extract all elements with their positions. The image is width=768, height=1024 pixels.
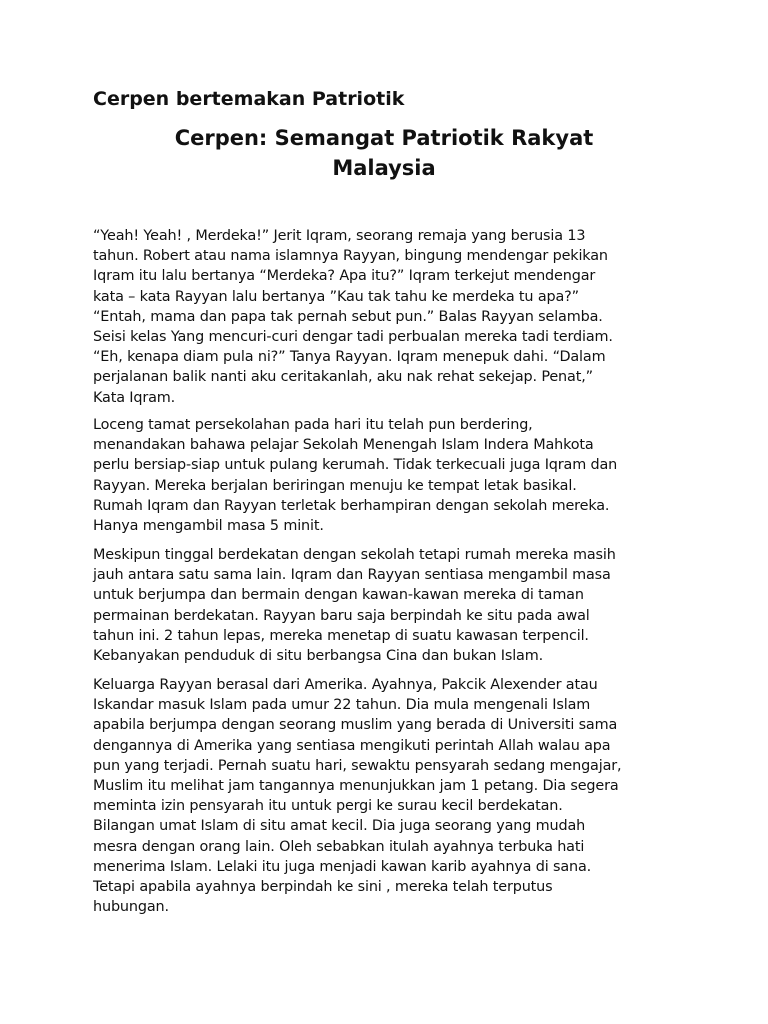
story-title-line: Cerpen: Semangat Patriotik Rakyat: [174, 126, 594, 150]
text-line: Muslim itu melihat jam tangannya menunjukkan jam 1 petang. Dia segera: [93, 778, 619, 795]
document-heading: Cerpen bertemakan Patriotik: [93, 88, 405, 110]
text-line: meminta izin pensyarah itu untuk pergi ke surau kecil berdekatan.: [93, 798, 563, 815]
text-line: Tetapi apabila ayahnya berpindah ke sini , mereka telah terputus: [93, 879, 553, 896]
text-line: menerima Islam. Lelaki itu juga menjadi kawan karib ayahnya di sana.: [93, 858, 592, 875]
text-line: apabila berjumpa dengan seorang muslim yang berada di Universiti sama: [93, 717, 618, 734]
text-line: pun yang terjadi. Pernah suatu hari, sewaktu pensyarah sedang mengajar,: [93, 757, 622, 774]
paragraph-4: [93, 675, 693, 917]
text-line: tahun. Robert atau nama islamnya Rayyan, bingung mendengar pekikan: [93, 248, 608, 265]
text-line: untuk berjumpa dan bermain dengan kawan-kawan mereka di taman: [93, 587, 584, 604]
text-line: Loceng tamat persekolahan pada hari itu telah pun berdering,: [93, 417, 533, 433]
text-line: Meskipun tinggal berdekatan dengan sekolah tetapi rumah mereka masih: [93, 547, 616, 563]
text-line: Kata Iqram.: [93, 389, 176, 406]
text-line: tahun ini. 2 tahun lepas, mereka menetap di suatu kawasan terpencil.: [93, 627, 589, 644]
paragraph-3: [93, 545, 693, 666]
text-line: Iqram itu lalu bertanya “Merdeka? Apa itu?” Iqram terkejut mendengar: [93, 268, 596, 285]
paragraph-2: [93, 415, 693, 536]
text-line: Kebanyakan penduduk di situ berbangsa Cina dan bukan Islam.: [93, 648, 544, 665]
text-line: dengannya di Amerika yang sentiasa mengikuti perintah Allah walau apa: [93, 737, 611, 754]
text-line: menandakan bahawa pelajar Sekolah Menengah Islam Indera Mahkota: [93, 437, 594, 454]
text-line: Iskandar masuk Islam pada umur 22 tahun. Dia mula mengenali Islam: [93, 697, 591, 714]
text-line: “Entah, mama dan papa tak pernah sebut pun.” Balas Rayyan selamba.: [93, 308, 603, 325]
story-title: [100, 123, 668, 183]
text-line: perjalanan balik nanti aku ceritakanlah, aku nak rehat sekejap. Penat,”: [93, 369, 593, 386]
paragraph-1: [93, 226, 693, 408]
text-line: Seisi kelas Yang mencuri-curi dengar tadi perbualan mereka tadi terdiam.: [93, 329, 613, 346]
text-line: kata – kata Rayyan lalu bertanya ”Kau tak tahu ke merdeka tu apa?”: [93, 288, 579, 305]
text-line: “Yeah! Yeah! , Merdeka!” Jerit Iqram, seorang remaja yang berusia 13: [93, 228, 586, 244]
text-line: Hanya mengambil masa 5 minit.: [93, 518, 324, 535]
text-line: Rayyan. Mereka berjalan beriringan menuju ke tempat letak basikal.: [93, 477, 577, 494]
text-line: Rumah Iqram dan Rayyan terletak berhampiran dengan sekolah mereka.: [93, 497, 610, 514]
text-line: perlu bersiap-siap untuk pulang kerumah. Tidak terkecuali juga Iqram dan: [93, 457, 618, 474]
text-line: “Eh, kenapa diam pula ni?” Tanya Rayyan. Iqram menepuk dahi. “Dalam: [93, 349, 606, 366]
text-line: permainan berdekatan. Rayyan baru saja berpindah ke situ pada awal: [93, 607, 590, 624]
text-line: Bilangan umat Islam di situ amat kecil. Dia juga seorang yang mudah: [93, 818, 586, 835]
story-title-line: Malaysia: [332, 156, 436, 180]
text-line: mesra dengan orang lain. Oleh sebabkan itulah ayahnya terbuka hati: [93, 838, 585, 855]
text-line: Keluarga Rayyan berasal dari Amerika. Ayahnya, Pakcik Alexender atau: [93, 677, 598, 693]
text-line: jauh antara satu sama lain. Iqram dan Rayyan sentiasa mengambil masa: [93, 567, 611, 584]
text-line: hubungan.: [93, 899, 169, 916]
